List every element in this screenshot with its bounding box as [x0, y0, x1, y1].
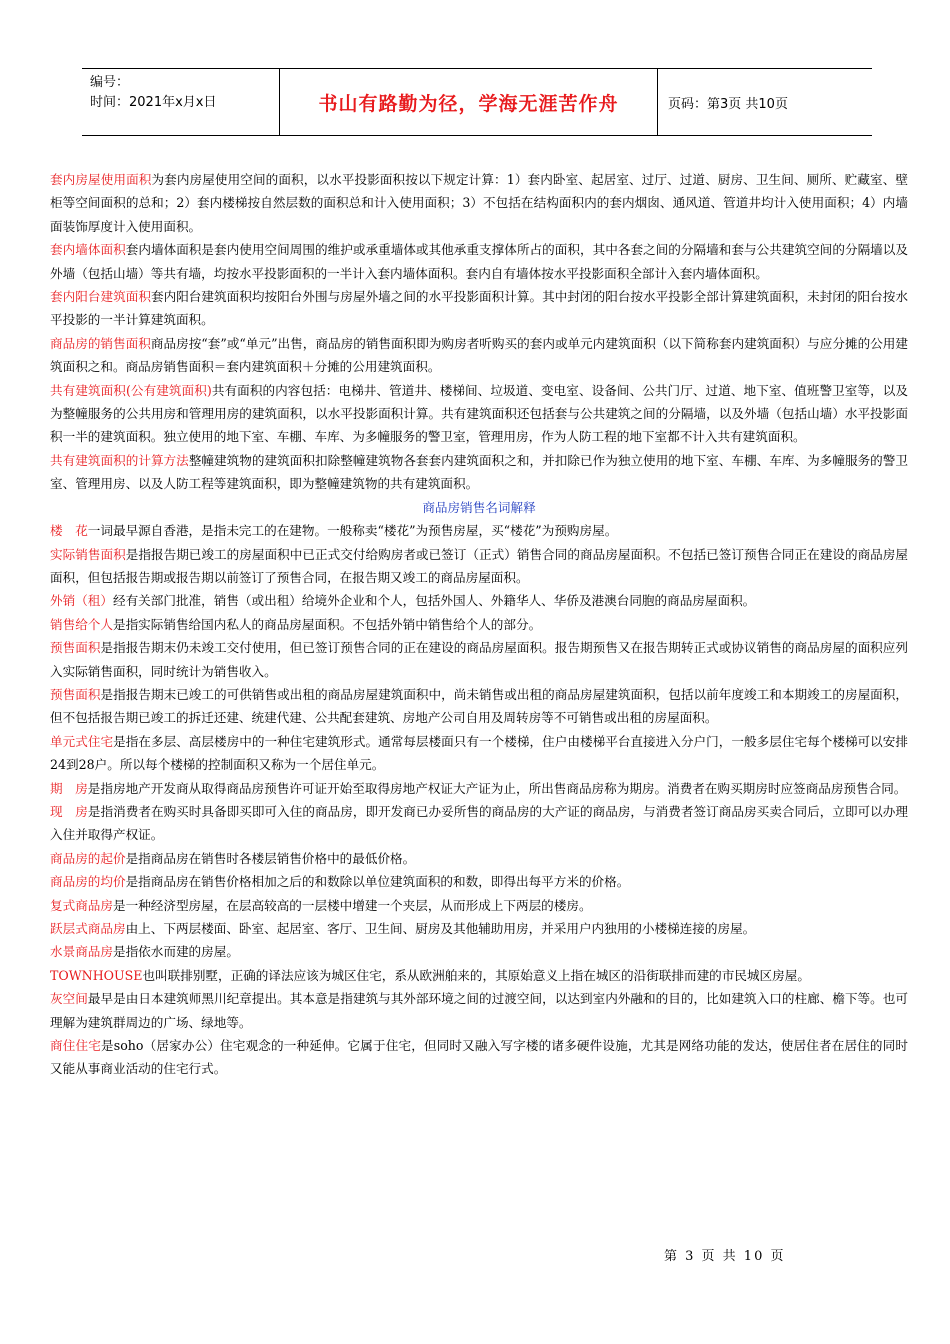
definition: 共有面积的内容包括：电梯井、管道井、楼梯间、垃圾道、变电室、设备间、公共门厅、过道、地下室、值班警卫室等，以及为整幢服务的公共用房和管理用房的建筑面积，以水平投影面积计算。共有建筑面积还包括套与公共建筑之间的分隔墙，以及外墙（包括山墙）水平投影面积一半的建筑面积。独立使用的地下室、车棚、车库、为多幢服务的警卫室，管理用房，作为人防工程的地下室都不计入共有建筑面积。 [50, 382, 909, 445]
document-number: 编号： [90, 75, 130, 90]
definition: 套内阳台建筑面积均按阳台外围与房屋外墙之间的水平投影面积计算。其中封闭的阳台按水平投影全部计算建筑面积，未封闭的阳台按水平投影的一半计算建筑面积。 [50, 289, 909, 328]
glossary-item [50, 987, 908, 1034]
paragraph-6 [50, 449, 908, 496]
term: 期 房 [50, 780, 88, 796]
definition: 是soho（居家办公）住宅观念的一种延伸。它属于住宅，但同时又融入写字楼的诸多硬件设施，尤其是网络功能的发达，使居住者在居住的同时又能从事商业活动的住宅行式。 [50, 1038, 909, 1077]
definition: 套内墙体面积是套内使用空间周围的维护或承重墙体或其他承重支撑体所占的面积，其中各套之间的分隔墙和套与公共建筑空间的分隔墙以及外墙（包括山墙）等共有墙，均按水平投影面积的一半计入套内墙体面积。套内自有墙体按水平投影面积全部计入套内墙体面积。 [50, 242, 909, 281]
document-time: 时间：2021年x月x日 [90, 95, 217, 110]
term: 单元式住宅 [50, 733, 114, 749]
paragraph-2 [50, 238, 908, 285]
term: 现 房 [50, 803, 88, 819]
definition: 最早是由日本建筑师黑川纪章提出。其本意是指建筑与其外部环境之间的过渡空间，以达到室内外融和的目的，比如建筑入口的柱廊、檐下等。也可理解为建筑群周边的广场、绿地等。 [50, 991, 909, 1030]
term: 楼 花 [50, 523, 88, 539]
definition: 是指报告期末仍未竣工交付使用，但已签订预售合同的正在建设的商品房屋面积。报告期预售又在报告期转正式或协议销售的商品房屋的面积应列入实际销售面积，同时统计为销售收入。 [50, 640, 909, 679]
term: 商住住宅 [50, 1038, 101, 1054]
term: 销售给个人 [50, 616, 113, 632]
term: 预售面积 [50, 640, 101, 656]
definition: 由上、下两层楼面、卧室、起居室、客厅、卫生间、厨房及其他辅助用房，并采用户内独用的小楼梯连接的房屋。 [125, 921, 756, 936]
glossary-item [50, 1034, 908, 1081]
glossary-item [50, 964, 908, 987]
glossary-item [50, 543, 908, 590]
glossary-item [50, 519, 908, 542]
definition: 是指消费者在购买时具备即买即可入住的商品房，即开发商已办妥所售的商品房的大产证的商品房，与消费者签订商品房买卖合同后，立即可以办理入住并取得产权证。 [50, 803, 909, 843]
definition: 是指商品房在销售价格相加之后的和数除以单位建筑面积的和数，即得出每平方米的价格。 [125, 874, 630, 890]
definition: 商品房按“套”或“单元”出售，商品房的销售面积即为购房者听购买的套内或单元内建筑面积（以下简称套内建筑面积）与应分摊的公用建筑面积之和。商品房销售面积＝套内建筑面积＋分摊的公用建筑面积。 [50, 335, 908, 375]
term: 实际销售面积 [50, 546, 126, 562]
term: 跃层式商品房 [50, 921, 126, 936]
definition: 也叫联排别墅，正确的译法应该为城区住宅，系从欧洲舶来的，其原始意义上指在城区的沿街联排而建的市民城区房屋。 [142, 967, 810, 983]
page-header [82, 68, 872, 136]
paragraph-4 [50, 332, 908, 379]
definition: 一词最早源自香港，是指未完工的在建物。一般称卖“楼花”为预售房屋，买“楼花”为预购房屋。 [87, 523, 618, 539]
glossary-item [50, 847, 908, 870]
definition: 整幢建筑物的建筑面积扣除整幢建筑物各套套内建筑面积之和，并扣除已作为独立使用的地下室、车棚、车库、为多幢服务的警卫室、管理用房、以及人防工程等建筑面积，即为整幢建筑物的共有建筑面积。 [50, 452, 909, 492]
definition: 为套内房屋使用空间的面积，以水平投影面积按以下规定计算：1）套内卧室、起居室、过厅、过道、厨房、卫生间、厕所、贮藏室、壁柜等空间面积的总和；2）套内楼梯按自然层数的面积总和计入使用面积；3）不包括在结构面积内的套内烟囱、通风道、管道井均计入使用面积；4）内墙面装饰厚度计入使用面积。 [50, 172, 909, 234]
definition: 是指商品房在销售时各楼层销售价格中的最低价格。 [125, 850, 416, 866]
header-page-number: 页码：第3页 共10页 [668, 96, 788, 112]
glossary-item [50, 870, 908, 893]
glossary-item [50, 730, 908, 777]
term: 预售面积 [50, 686, 101, 702]
page-footer: 第 3 页 共 10 页 [664, 1249, 786, 1264]
term: 商品房的起价 [50, 850, 126, 866]
term: 共有建筑面积(公有建筑面积) [50, 382, 212, 398]
term: 套内房屋使用面积 [50, 172, 152, 187]
paragraph-3 [50, 285, 908, 332]
definition: 是指报告期末已竣工的可供销售或出租的商品房屋建筑面积中，尚未销售或出租的商品房屋建筑面积，包括以前年度竣工和本期竣工的房屋面积，但不包括报告期已竣工的拆迁还建、统建代建、公共配套建筑、房地产公司自用及周转房等不可销售或出租的房屋面积。 [50, 686, 909, 726]
glossary-item [50, 613, 908, 636]
paragraph-5 [50, 379, 908, 449]
definition: 是一种经济型房屋，在层高较高的一层楼中增建一个夹层，从而形成上下两层的楼房。 [112, 897, 592, 913]
glossary-item [50, 589, 908, 612]
header-motto: 书山有路勤为径，学海无涯苦作舟 [280, 69, 658, 135]
glossary-item [50, 940, 908, 963]
glossary-item [50, 777, 908, 800]
definition: 经有关部门批准，销售（或出租）给境外企业和个人，包括外国人、外籍华人、华侨及港澳台同胞的商品房屋面积。 [112, 593, 756, 609]
section-title: 商品房销售名词解释 [422, 499, 536, 515]
document-body [50, 168, 908, 1081]
term: 套内阳台建筑面积 [50, 289, 151, 305]
glossary-item [50, 636, 908, 683]
term: 商品房的均价 [50, 874, 126, 890]
glossary-item [50, 683, 908, 730]
header-meta [82, 69, 280, 135]
term: 共有建筑面积的计算方法 [50, 452, 189, 468]
term: 水景商品房 [50, 944, 113, 960]
glossary-item [50, 800, 908, 847]
term: 套内墙体面积 [50, 242, 126, 258]
definition: 是指房地产开发商从取得商品房预售许可证开始至取得房地产权证大产证为止，所出售商品房称为期房。消费者在购买期房时应签商品房预售合同。 [87, 780, 907, 796]
definition: 是指实际销售给国内私人的商品房屋面积。不包括外销中销售给个人的部分。 [112, 616, 542, 632]
term: TOWNHOUSE [50, 967, 143, 983]
term: 复式商品房 [50, 897, 113, 913]
definition: 是指报告期已竣工的房屋面积中已正式交付给购房者或已签订（正式）销售合同的商品房屋面积。不包括已签订预售合同正在建设的商品房屋面积，但包括报告期或报告期以前签订了预售合同，在报告期又竣工的商品房屋面积。 [50, 546, 909, 585]
definition: 是指依水而建的房屋。 [112, 944, 239, 960]
definition: 是指在多层、高层楼房中的一种住宅建筑形式。通常每层楼面只有一个楼梯，住户由楼梯平台直接进入分户门，一般多层住宅每个楼梯可以安排24到28户。所以每个楼梯的控制面积又称为一个居住单元。 [50, 733, 909, 773]
glossary-item [50, 917, 908, 940]
term: 外销（租） [50, 593, 113, 609]
glossary-item [50, 894, 908, 917]
term: 商品房的销售面积 [50, 335, 151, 351]
paragraph-1 [50, 168, 908, 238]
term: 灰空间 [50, 991, 88, 1007]
